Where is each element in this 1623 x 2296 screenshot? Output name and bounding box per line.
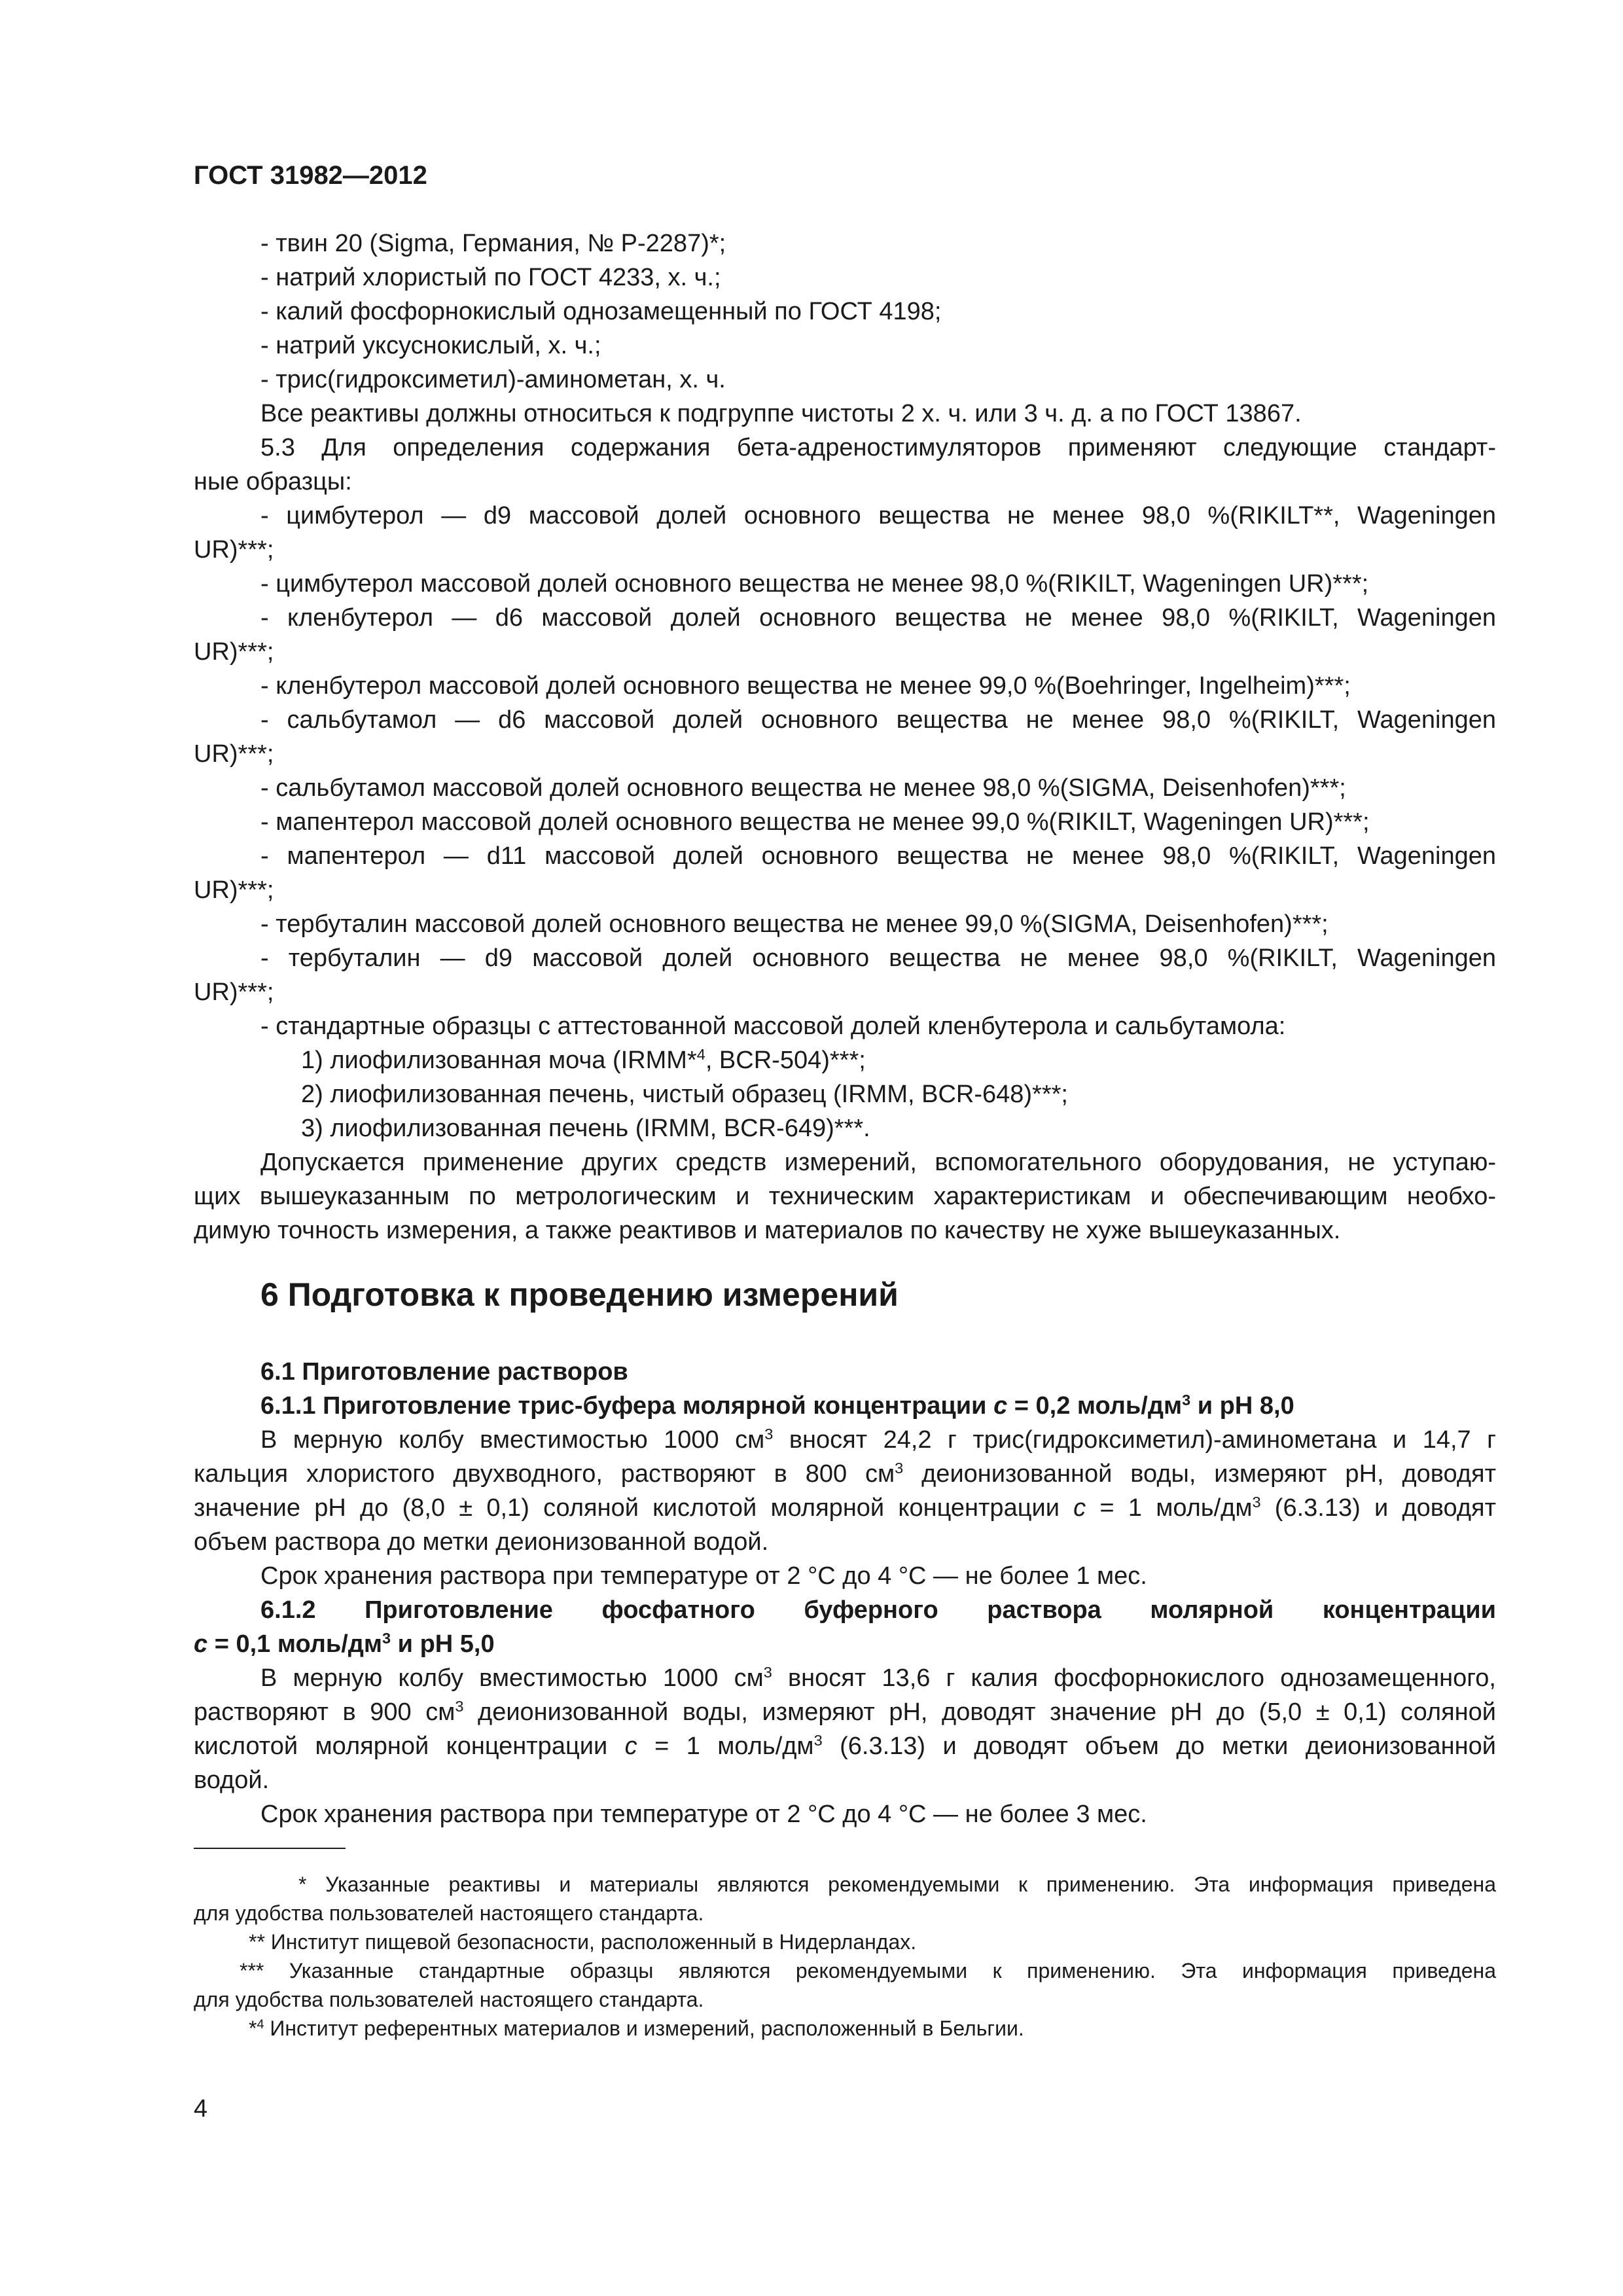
subsection-heading: 6.1.2 Приготовление фосфатного буферного раствора молярной концентрации [260, 1596, 1496, 1624]
footnote: *$^4$ Институт референтных материалов и измерений, расположенный в Бельгии. [249, 2017, 1024, 2040]
list-item: - кленбутерол массовой долей основного вещества не менее 99,0 %(Boehringer, Ingelheim)***; [260, 672, 1351, 700]
subsection-heading: с = 0,1 моль/$дм^3$ и pH 5,0 [194, 1630, 495, 1658]
footnote: ** Институт пищевой безопасности, расположенный в Нидерландах. [249, 1930, 917, 1954]
list-item: UR)***; [194, 876, 274, 904]
subsection-heading: 6.1.1 Приготовление трис-буфера молярной концентрации с = 0,2 моль/$дм^3$ и pH 8,0 [260, 1391, 1294, 1420]
footnote: для удобства пользователей настоящего стандарта. [194, 1901, 704, 1925]
section-heading: 6 Подготовка к проведению измерений [260, 1276, 899, 1313]
sub-list-item: 1) лиофилизованная моча (IRMM*$^4$, BCR-504)***; [301, 1046, 866, 1074]
paragraph-line: кислотой молярной концентрации с = 1 моль/$дм^3$ (6.3.13) и доводят объем до метки деионизованной [194, 1732, 1496, 1760]
page-number: 4 [194, 2095, 208, 2123]
sub-list-item: 2) лиофилизованная печень, чистый образец (IRMM, BCR-648)***; [301, 1081, 1068, 1108]
list-item: - мапентерол массовой долей основного вещества не менее 99,0 %(RIKILT, Wageningen UR)***; [260, 808, 1370, 836]
footnote-separator [194, 1848, 346, 1849]
list-item: - сальбутамол — d6 массовой долей основного вещества не менее 98,0 %(RIKILT, Wageningen [260, 706, 1496, 734]
list-item: - цимбутерол — d9 массовой долей основного вещества не менее 98,0 %(RIKILT**, Wageningen [260, 502, 1496, 529]
document-header: ГОСТ 31982—2012 [194, 161, 427, 190]
list-item: UR)***; [194, 740, 274, 768]
list-item: - калий фосфорнокислый однозамещенный по ГОСТ 4198; [260, 298, 942, 325]
paragraph-line: объем раствора до метки деионизованной водой. [194, 1528, 769, 1556]
paragraph-line: В мерную колбу вместимостью 1000 $см^3$ вносят 13,6 г калия фосфорнокислого однозамещенного, [260, 1664, 1496, 1692]
list-item: - твин 20 (Sigma, Германия, № Р-2287)*; [260, 230, 726, 257]
storage-note: Срок хранения раствора при температуре от 2 °С до 4 °С — не более 1 мес. [260, 1562, 1147, 1590]
list-item: UR)***; [194, 638, 274, 666]
paragraph-line: кальция хлористого двухводного, растворяют в 800 $см^3$ деионизованной воды, измеряют pH, доводят [194, 1460, 1496, 1488]
sub-list-item: 3) лиофилизованная печень (IRMM, BCR-649)***. [301, 1115, 870, 1142]
list-item: - тербуталин массовой долей основного вещества не менее 99,0 %(SIGMA, Deisenhofen)***; [260, 910, 1329, 938]
list-item: UR)***; [194, 536, 274, 564]
list-item: - трис(гидроксиметил)-аминометан, х. ч. [260, 366, 726, 393]
section-5-3-line: 5.3 Для определения содержания бета-адреностимуляторов применяют следующие стандарт- [260, 434, 1496, 461]
paragraph-line: растворяют в 900 $см^3$ деионизованной воды, измеряют pH, доводят значение pH до (5,0 ± 0,1) соляной [194, 1698, 1497, 1726]
list-item: UR)***; [194, 978, 274, 1006]
list-item: - кленбутерол — d6 массовой долей основного вещества не менее 98,0 %(RIKILT, Wageningen [260, 604, 1496, 632]
list-item: - сальбутамол массовой долей основного вещества не менее 98,0 %(SIGMA, Deisenhofen)***; [260, 774, 1346, 802]
reagents-note: Все реактивы должны относиться к подгруппе чистоты 2 х. ч. или 3 ч. д. а по ГОСТ 13867. [260, 400, 1302, 427]
subsection-heading: 6.1 Приготовление растворов [260, 1358, 628, 1386]
paragraph-line: водой. [194, 1767, 270, 1794]
list-item: - натрий уксуснокислый, х. ч.; [260, 332, 601, 359]
list-item: - мапентерол — d11 массовой долей основного вещества не менее 98,0 %(RIKILT, Wageningen [260, 842, 1496, 870]
footnote: для удобства пользователей настоящего стандарта. [194, 1988, 704, 2011]
list-item: - стандартные образцы с аттестованной массовой долей кленбутерола и сальбутамола: [260, 1013, 1286, 1040]
footnote: *** Указанные стандартные образцы являются рекомендуемыми к применению. Эта информация приведена [240, 1959, 1496, 1982]
list-item: - натрий хлористый по ГОСТ 4233, х. ч.; [260, 264, 721, 291]
paragraph-line: Допускается применение других средств измерений, вспомогательного оборудования, не уступаю- [260, 1149, 1496, 1176]
footnote: * Указанные реактивы и материалы являются рекомендуемыми к применению. Эта информация приведена [298, 1873, 1496, 1896]
section-5-3-line: ные образцы: [194, 468, 352, 495]
paragraph-line: значение pH до (8,0 ± 0,1) соляной кислотой молярной концентрации с = 1 моль/$дм^3$ (6.3.13) и доводят [194, 1494, 1496, 1522]
paragraph-line: В мерную колбу вместимостью 1000 $см^3$ вносят 24,2 г трис(гидроксиметил)-аминометана и 14,7 г [260, 1426, 1496, 1454]
storage-note: Срок хранения раствора при температуре от 2 °С до 4 °С — не более 3 мес. [260, 1801, 1147, 1828]
list-item: - тербуталин — d9 массовой долей основного вещества не менее 98,0 %(RIKILT, Wageningen [260, 944, 1496, 972]
paragraph-line: щих вышеуказанным по метрологическим и техническим характеристикам и обеспечивающим необхо- [194, 1183, 1496, 1210]
paragraph-line: димую точность измерения, а также реактивов и материалов по качеству не хуже вышеуказанных. [194, 1217, 1341, 1244]
list-item: - цимбутерол массовой долей основного вещества не менее 98,0 %(RIKILT, Wageningen UR)***; [260, 570, 1369, 598]
